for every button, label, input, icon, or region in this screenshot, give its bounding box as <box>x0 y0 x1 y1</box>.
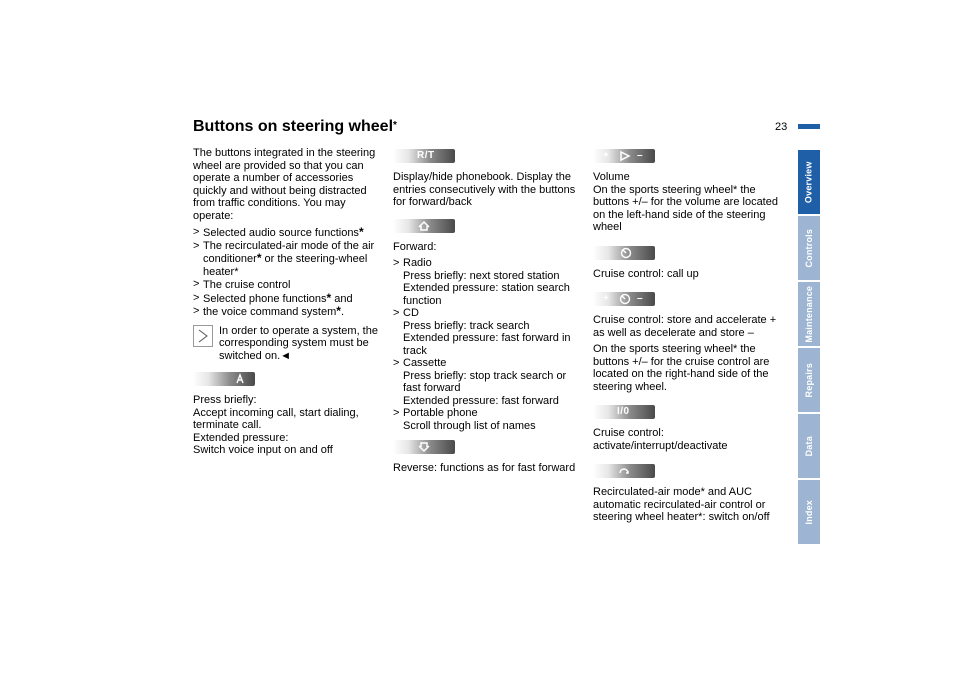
page-marker <box>798 124 820 129</box>
title-asterisk: * <box>393 120 397 131</box>
list-item: > Selected phone functions* and <box>193 292 379 306</box>
forward-icon <box>417 219 431 233</box>
recirc-text: Recirculated-air mode* and AUC automatic recirculated-air control or steering wheel heater*: switch on/off <box>593 486 770 523</box>
forward-button-image <box>393 219 455 233</box>
voice-text-4: Switch voice input on and off <box>193 444 333 456</box>
list-item: > Selected audio source functions* <box>193 226 379 240</box>
tab-data[interactable]: Data <box>798 414 820 478</box>
list-item: > CD Press briefly: track search Extended pressure: fast forward in track <box>393 307 579 357</box>
minus-icon: – <box>637 293 644 304</box>
operate-list <box>193 226 379 319</box>
list-item: > The cruise control <box>193 278 379 292</box>
cruise-store-text: Cruise control: store and accelerate + as well as decelerate and store – <box>593 314 777 339</box>
minus-icon: – <box>637 150 644 161</box>
voice-text-1: Press briefly: <box>193 394 257 406</box>
reverse-text: Reverse: functions as for fast forward <box>393 462 576 474</box>
cruise-call-button-image <box>593 246 655 260</box>
tab-overview[interactable]: Overview <box>798 150 820 214</box>
rt-text: Display/hide phonebook. Display the entries consecutively with the buttons for forward/back <box>393 171 576 208</box>
intro-text: The buttons integrated in the steering wheel are provided so that you can operate a number of accessories quickly and without being distracted from traffic conditions. You may operate: <box>193 147 376 222</box>
list-item: > the voice command system*. <box>193 305 379 319</box>
volume-button-image <box>593 149 655 163</box>
list-item: > Radio Press briefly: next stored station Extended pressure: station search function <box>393 257 579 307</box>
tab-maintenance[interactable]: Maintenance <box>798 282 820 346</box>
volume-heading: Volume <box>593 171 630 183</box>
list-item: > The recirculated-air mode of the air conditioner* or the steering-wheel heater* <box>193 240 379 279</box>
tab-repairs[interactable]: Repairs <box>798 348 820 412</box>
column-1 <box>193 147 379 457</box>
tab-index[interactable]: Index <box>798 480 820 544</box>
cruise-call-text: Cruise control: call up <box>593 267 699 280</box>
list-item: > Portable phone Scroll through list of names <box>393 407 579 432</box>
voice-command-icon <box>233 372 247 386</box>
note <box>193 325 379 363</box>
io-button-image <box>593 405 655 419</box>
plus-icon: + <box>603 150 610 161</box>
cruise-store-button-image <box>593 292 655 306</box>
reverse-button-image <box>393 440 455 454</box>
page-title: Buttons on steering wheel* <box>193 118 397 135</box>
rt-label: R/T <box>417 150 435 161</box>
voice-button-image <box>193 372 255 386</box>
note-arrow-icon <box>193 325 213 347</box>
cruise-sports-text: On the sports steering wheel* the buttons +/– for the cruise control are located on the right-hand side of the steering wheel. <box>593 343 770 393</box>
io-label: I/0 <box>617 406 630 417</box>
note-text: In order to operate a system, the corresponding system must be switched on.◄ <box>219 324 378 362</box>
cruise-icon <box>618 292 632 306</box>
forward-heading: Forward: <box>393 240 437 253</box>
recirculation-icon <box>617 464 631 478</box>
tab-controls[interactable]: Controls <box>798 216 820 280</box>
cruise-io-text: Cruise control: activate/interrupt/deactivate <box>593 427 728 452</box>
voice-text-2: Accept incoming call, start dialing, terminate call. <box>193 406 359 431</box>
plus-icon: + <box>603 293 610 304</box>
forward-list <box>393 257 579 432</box>
column-3 <box>593 147 779 528</box>
recirc-button-image <box>593 464 655 478</box>
page-number: 23 <box>775 121 788 133</box>
column-2 <box>393 147 579 479</box>
reverse-icon <box>417 440 431 454</box>
cruise-icon <box>619 246 633 260</box>
list-item: > Cassette Press briefly: stop track search or fast forward Extended pressure: fast forward <box>393 357 579 407</box>
voice-text-3: Extended pressure: <box>193 431 289 444</box>
volume-icon <box>619 149 631 163</box>
volume-text: On the sports steering wheel* the buttons +/– for the volume are located on the left-hand side of the steering wheel <box>593 183 778 233</box>
rt-button-image <box>393 149 455 163</box>
